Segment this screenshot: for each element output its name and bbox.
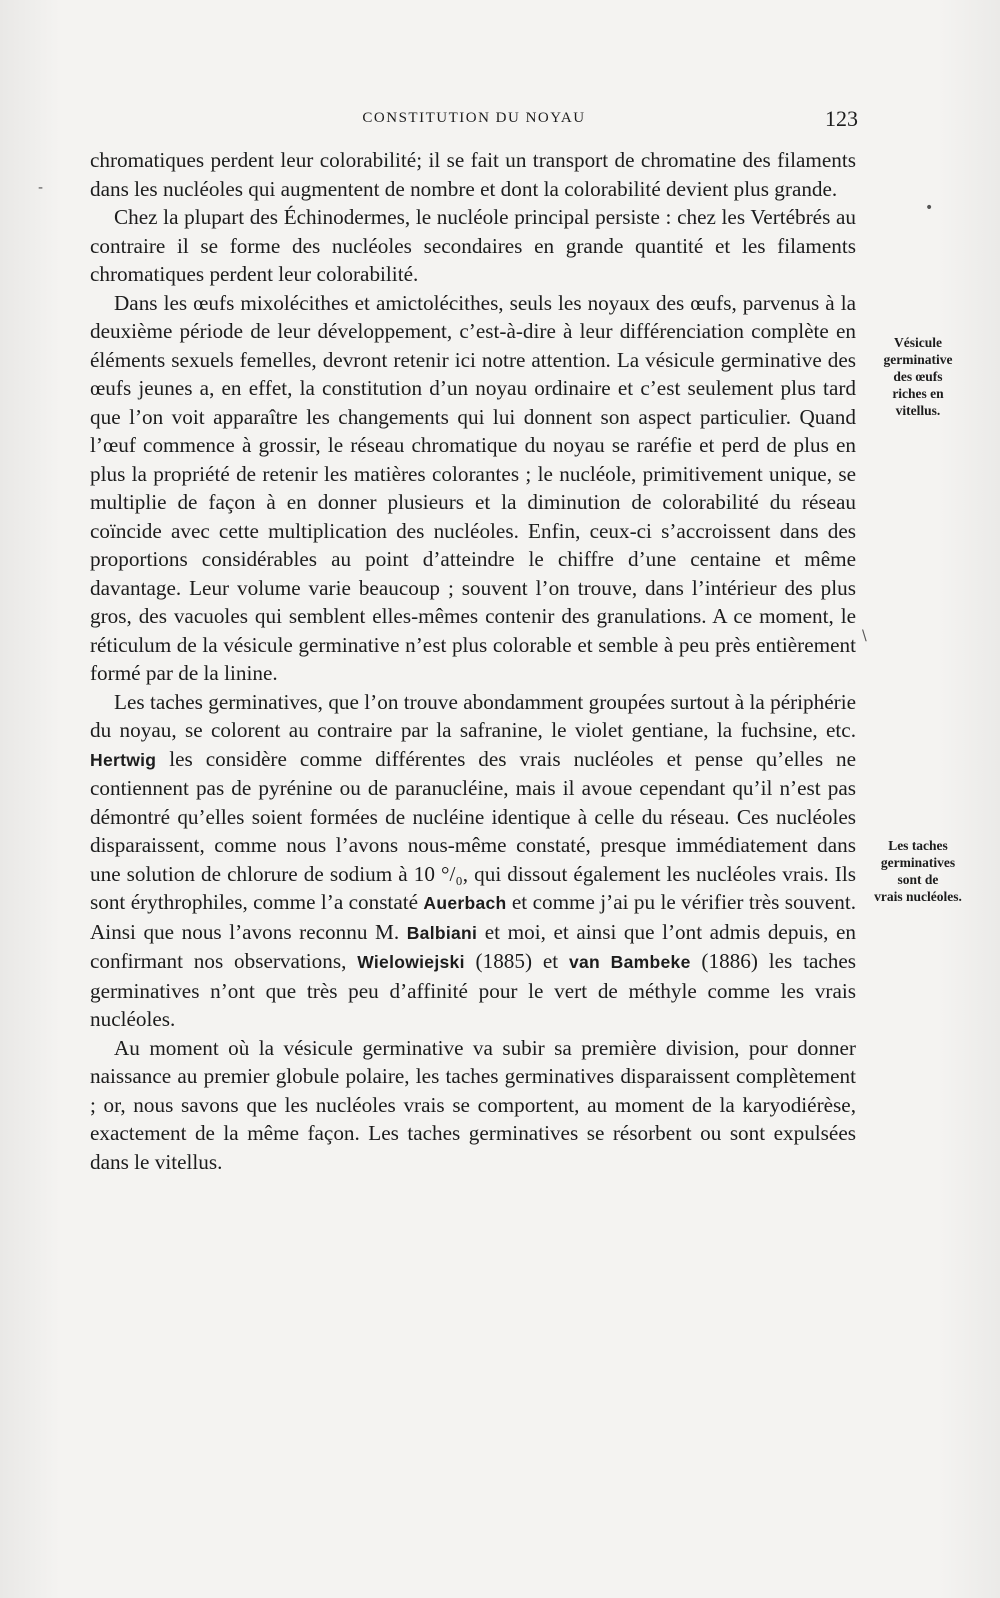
paragraph-4-part-b: les considère comme différentes des vrais nucléoles et pense qu’elles ne contiennent pas de pyrénine ou de paranucléine, mais il avoue cependant qu’il n’est pas démontré qu’elles soient formées de nucléine identique à celle du réseau. Ces nucléoles disparaissent, comme nous l’avons nous-même constaté, presque immédiatement dans une solution de chlorure de sodium à 10 °/₀, qui dissout également les nucléoles vrais. Ils sont érythrophiles, comme l’a constaté	[90, 746, 857, 914]
body-text	[90, 146, 856, 1176]
margin-note-line: riches en	[892, 386, 944, 401]
author-auerbach: Auerbach	[423, 893, 507, 913]
margin-note-line: sont de	[897, 872, 939, 887]
paragraph-5: Au moment où la vésicule germinative va subir sa première division, pour donner naissance au premier globule polaire, les taches germinatives disparaissent complètement ; or, nous savons que les nucléoles vrais se comportent, au moment de la karyodiérèse, exactement de la même façon. Les taches germinatives se résorbent ou sont expulsées dans le vitellus.	[90, 1035, 856, 1174]
margin-dash-mark: -	[38, 180, 44, 196]
paragraph-1: chromatiques perdent leur colorabilité; il se fait un transport de chromatine des filaments dans les nucléoles qui augmentent de nombre et dont la colorabilité devient plus grande.	[90, 148, 856, 201]
margin-dot-mark: •	[925, 200, 934, 216]
margin-note-taches	[858, 837, 978, 905]
paragraph-4-part-d: et moi, et ainsi que l’ont admis depuis, en confirmant nos observations,	[90, 919, 857, 973]
margin-note-line: des œufs	[893, 369, 943, 384]
margin-note-line: germinatives	[880, 855, 956, 870]
margin-note-line: Vésicule	[894, 335, 942, 350]
running-title: CONSTITUTION DU NOYAU	[362, 110, 586, 126]
paragraph-2: Chez la plupart des Échinodermes, le nucléole principal persiste : chez les Vertébrés au contraire il se forme des nucléoles secondaires en grande quantité et les filaments chromatiques perdent leur colorabilité.	[90, 205, 856, 286]
margin-note-line: vitellus.	[895, 403, 941, 418]
page-number: 123	[825, 106, 858, 131]
author-balbiani: Balbiani	[406, 922, 478, 943]
author-wielowiejski: Wielowiejski	[357, 952, 465, 972]
margin-note-line: vrais nucléoles.	[874, 889, 962, 904]
paragraph-3: Dans les œufs mixolécithes et amictolécithes, seuls les noyaux des œufs, parvenus à la deuxième période de leur développement, c’est-à-dire à leur différenciation complète en éléments sexuels femelles, devront retenir ici notre attention. La vésicule germinative des œufs jeunes a, en effet, la constitution d’un noyau ordinaire et c’est seulement plus tard que l’on voit apparaître les changements qui lui donnent son aspect particulier. Quand l’œuf commence à grossir, le réseau chromatique du noyau se raréfie et perd de plus en plus la propriété de retenir les matières colorantes ; le nucléole, primitivement unique, se multiplie de façon à en donner plusieurs et la diminution de colorabilité du réseau coïncide avec cette multiplication des nucléoles. Enfin, ceux-ci s’accroissent dans des proportions considérables au point d’atteindre le chiffre d’une centaine et même davantage. Leur volume varie beaucoup ; souvent l’on trouve, dans l’intérieur des plus gros, des vacuoles qui semblent elles-mêmes contenir des granulations. A ce moment, le réticulum de la vésicule germinative n’est plus colorable et semble à peu près entièrement formé par de la linine.	[90, 290, 856, 685]
running-head	[90, 106, 858, 132]
paragraph-4-part-c: et comme j’ai pu le vérifier très souvent. Ainsi que nous l’avons reconnu M.	[90, 890, 857, 944]
margin-note-vesicule	[868, 334, 968, 419]
paragraph-4-part-a: Les taches germinatives, que l’on trouve abondamment groupées surtout à la périphérie du noyau, se colorent au contraire par la safranine, le violet gentiane, la fuchsine, etc.	[90, 689, 856, 742]
paragraph-4	[90, 688, 856, 1034]
paragraph-4-part-f: (1886) les taches germinatives n’ont que très peu d’affinité pour le vert de méthyle comme les vrais nucléoles.	[90, 949, 857, 1031]
author-hertwig: Hertwig	[90, 749, 157, 770]
paragraph-4-part-e: (1885) et	[475, 949, 559, 973]
author-van-bambeke: van Bambeke	[568, 952, 691, 972]
margin-note-line: germinative	[883, 352, 953, 367]
margin-note-line: Les taches	[888, 838, 948, 853]
margin-slash-mark: \	[862, 628, 867, 644]
